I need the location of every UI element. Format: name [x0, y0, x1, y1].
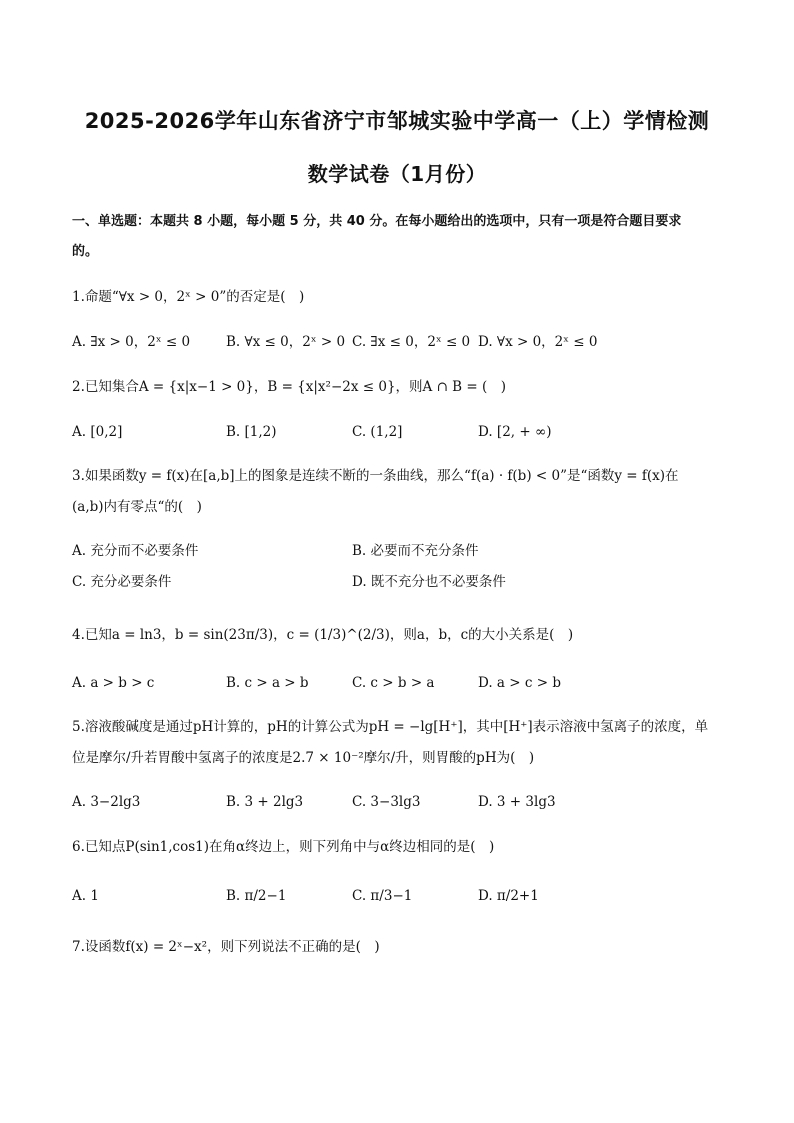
- question-6-option-c: C. π/3−1: [352, 888, 413, 904]
- question-3-option-b: B. 必要而不充分条件: [352, 543, 479, 559]
- question-5-option-b: B. 3 + 2lg3: [226, 794, 304, 810]
- question-3-option-a: A. 充分而不必要条件: [72, 543, 199, 559]
- question-5-stem-line-2: 位是摩尔/升若胃酸中氢离子的浓度是2.7 × 10⁻²摩尔/升，则胃酸的pH为( ): [72, 750, 535, 766]
- question-4-option-c: C. c > b > a: [352, 675, 435, 691]
- question-5-option-c: C. 3−3lg3: [352, 794, 421, 810]
- question-2-option-d: D. [2, + ∞): [478, 424, 552, 440]
- question-1-option-d: D. ∀x > 0，2ˣ ≤ 0: [478, 334, 598, 350]
- page-title: 2025-2026学年山东省济宁市邹城实验中学高一（上）学情检测: [84, 109, 710, 133]
- question-3-stem-line-2: (a,b)内有零点“的( ): [72, 499, 202, 515]
- page-subtitle: 数学试卷（1月份）: [307, 162, 487, 186]
- question-1-option-c: C. ∃x ≤ 0，2ˣ ≤ 0: [352, 334, 471, 350]
- question-5-option-d: D. 3 + 3lg3: [478, 794, 556, 810]
- question-4-stem: 4.已知a = ln3，b = sin(23π/3)，c = (1/3)^(2/3)，则a，b，c的大小关系是( ): [72, 627, 574, 643]
- question-2-option-c: C. (1,2]: [352, 424, 403, 440]
- question-5-option-a: A. 3−2lg3: [72, 794, 141, 810]
- question-1-option-b: B. ∀x ≤ 0，2ˣ > 0: [226, 334, 346, 350]
- section-heading-line-1: 一、单选题：本题共 8 小题，每小题 5 分，共 40 分。在每小题给出的选项中，只有一项是符合题目要求: [72, 214, 682, 229]
- question-4-option-a: A. a > b > c: [72, 675, 155, 691]
- question-6-option-a: A. 1: [72, 888, 99, 904]
- question-4-option-d: D. a > c > b: [478, 675, 561, 691]
- question-2-option-a: A. [0,2]: [72, 424, 123, 440]
- question-4-option-b: B. c > a > b: [226, 675, 309, 691]
- question-2-option-b: B. [1,2): [226, 424, 277, 440]
- question-1-option-a: A. ∃x > 0，2ˣ ≤ 0: [72, 334, 191, 350]
- question-3-stem-line-1: 3.如果函数y = f(x)在[a,b]上的图象是连续不断的一条曲线，那么“f(a) · f(b) < 0”是“函数y = f(x)在: [72, 468, 679, 484]
- question-7-stem: 7.设函数f(x) = 2ˣ−x²，则下列说法不正确的是( ): [72, 939, 380, 955]
- question-3-option-c: C. 充分必要条件: [72, 574, 172, 590]
- section-heading-line-2: 的。: [72, 244, 99, 259]
- question-6-option-d: D. π/2+1: [478, 888, 539, 904]
- question-6-stem: 6.已知点P(sin1,cos1)在角α终边上，则下列角中与α终边相同的是( ): [72, 839, 495, 855]
- question-5-stem-line-1: 5.溶液酸碱度是通过pH计算的，pH的计算公式为pH = −lg[H⁺]，其中[H⁺]表示溶液中氢离子的浓度，单: [72, 719, 709, 735]
- question-2-stem: 2.已知集合A = {x|x−1 > 0}，B = {x|x²−2x ≤ 0}，则A ∩ B = ( ): [72, 379, 507, 395]
- question-3-option-d: D. 既不充分也不必要条件: [352, 574, 506, 590]
- question-1-stem: 1.命题“∀x > 0，2ˣ > 0”的否定是( ): [72, 289, 305, 305]
- question-6-option-b: B. π/2−1: [226, 888, 287, 904]
